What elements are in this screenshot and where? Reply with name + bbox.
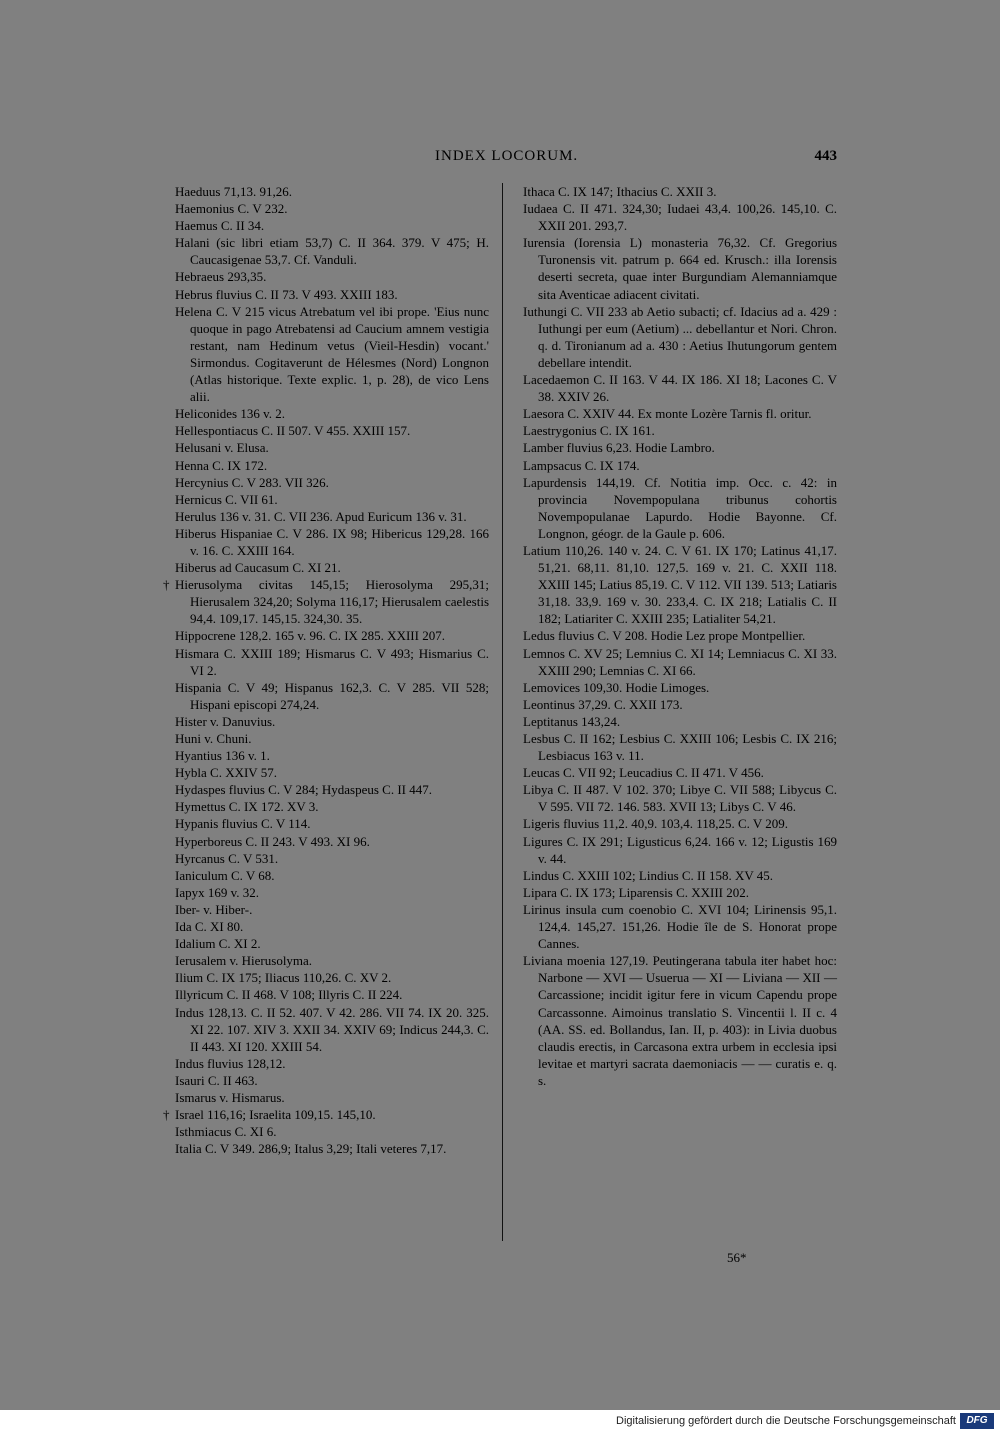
index-entry: Hippocrene 128,2. 165 v. 96. C. IX 285. XXIII 207.	[175, 628, 445, 644]
index-entry: Helena C. V 215 vicus Atrebatum vel ibi prope. 'Eius nunc quoque in pago Atrebatensi ad Caucium amnem vestigia restant, nam Hedinum vetus (Vieil-Hesdin) vocant.' Sirmondus. Cogitaverunt de Hélesmes (Nord) Longnon (Atlas historique. Texte explic. 1, p. 28), de vico Lens alii.	[175, 303, 489, 405]
index-entry: Hispania C. V 49; Hispanus 162,3. C. V 285. VII 528; Hispani episcopi 274,24.	[175, 679, 489, 712]
index-entry: Ianiculum C. V 68.	[175, 867, 275, 883]
index-entry: Iber- v. Hiber-.	[175, 901, 253, 917]
index-entry: Lesbus C. II 162; Lesbius C. XXIII 106; Lesbis C. IX 216; Lesbiacus 163 v. 11.	[523, 731, 837, 764]
index-entry: Indus 128,13. C. II 52. 407. V 42. 286. VII 74. IX 20. 325. XI 22. 107. XIV 3. XXII 34. XXIV 69; Indicus 244,3. C. II 443. XI 120. XXIII 54.	[175, 1004, 489, 1054]
index-entry: Lirinus insula cum coenobio C. XVI 104; Lirinensis 95,1. 124,4. 145,27. 151,26. Hodie île de S. Honorat prope Cannes.	[523, 901, 837, 952]
index-entry: Henna C. IX 172.	[175, 457, 268, 473]
index-entry: Ierusalem v. Hierusolyma.	[175, 953, 313, 969]
index-entry: Laesora C. XXIV 44. Ex monte Lozère Tarnis fl. oritur.	[523, 406, 812, 422]
index-entry: Lamber fluvius 6,23. Hodie Lambro.	[523, 440, 715, 456]
index-entry: Iurensia (Iorensia L) monasteria 76,32. Cf. Gregorius Turonensis vit. patrum p. 664 ed. Krusch.: illa Iorensis deserti secreta, quae inter Burgundiam Alemanniamque sita Aventicae adiacent civitati.	[523, 235, 837, 302]
index-entry: Hybla C. XXIV 57.	[175, 765, 277, 781]
index-entry: Haeduus 71,13. 91,26.	[175, 184, 292, 199]
index-entry: Hyantius 136 v. 1.	[175, 748, 270, 764]
index-entry: Leucas C. VII 92; Leucadius C. II 471. V 456.	[523, 765, 764, 781]
index-entry: Iuthungi C. VII 233 ab Aetio subacti; cf. Idacius ad a. 429 : Iuthungi per eum (Aetium) ... debellantur et Nori. Chron. q. d. Tironianum ad a. 430 : Aetius Ihutungorum gentem debellare intendit.	[523, 303, 837, 370]
index-entry: Hismara C. XXIII 189; Hismarus C. V 493; Hismarius C. VI 2.	[175, 645, 489, 678]
running-title: INDEX LOCORUM.	[435, 148, 579, 164]
index-entry: Lacedaemon C. II 163. V 44. IX 186. XI 18; Lacones C. V 38. XXIV 26.	[523, 372, 837, 405]
index-entry: Libya C. II 487. V 102. 370; Libye C. VII 588; Libycus C. V 595. VII 72. 146. 583. XVII 13; Libys C. V 46.	[523, 782, 837, 815]
index-entry: Lapurdensis 144,19. Cf. Notitia imp. Occ. c. 42: in provincia Novempopulana tribunus cohortis Novempopulanae Lapurdo. Hodie Bayonne. Cf. Longnon, géogr. de la Gaule p. 606.	[523, 474, 837, 541]
index-entry: Haemonius C. V 232.	[175, 201, 288, 217]
index-entry: Hister v. Danuvius.	[175, 713, 276, 729]
index-entry: Illyricum C. II 468. V 108; Illyris C. II 224.	[175, 987, 403, 1003]
index-entry: Liviana moenia 127,19. Peutingerana tabula iter habet hoc: Narbone — XVI — Usuerua — XI — Liviana — XII — Carcassione; incidit igitur fere in vicum Capendu prope Carcassonne. Aimoinus translatio S. Vincentii l. II c. 4 (AA. SS. ed. Bollandus, Ian. II, p. 403): in Livia duobus claudis erectis, in Carcasona extra urbem in ecclesia ipsi levitae et martyri sacrata daemoniacis — — curatis e. q. s.	[523, 953, 837, 1088]
index-entry: Ligeris fluvius 11,2. 40,9. 103,4. 118,25. C. V 209.	[523, 816, 789, 832]
index-entry: Ledus fluvius C. V 208. Hodie Lez prope Montpellier.	[523, 628, 806, 644]
index-entry: Huni v. Chuni.	[175, 731, 252, 746]
page-number: 443	[814, 148, 837, 164]
footer-bar	[0, 1410, 1000, 1434]
index-entry: Lipara C. IX 173; Liparensis C. XXIII 202.	[523, 884, 750, 900]
index-entry: Halani (sic libri etiam 53,7) C. II 364. 379. V 475; H. Caucasigenae 53,7. Cf. Vanduli.	[175, 235, 489, 268]
index-entry: Lemnos C. XV 25; Lemnius C. XI 14; Lemniacus C. XI 33. XXIII 290; Lemnias C. XI 66.	[523, 645, 837, 678]
index-entry: Hydaspes fluvius C. V 284; Hydaspeus C. II 447.	[175, 782, 432, 798]
index-entry: † Israel 116,16; Israelita 109,15. 145,10.	[175, 1106, 489, 1123]
index-entry: Ismarus v. Hismarus.	[175, 1089, 285, 1105]
index-entry: Isauri C. II 463.	[175, 1072, 258, 1088]
index-entry: Italia C. V 349. 286,9; Italus 3,29; Itali veteres 7,17.	[175, 1141, 447, 1157]
index-entry: Indus fluvius 128,12.	[175, 1055, 286, 1071]
index-entry: Hiberus Hispaniae C. V 286. IX 98; Hibericus 129,28. 166 v. 16. C. XXIII 164.	[175, 525, 489, 558]
index-entry: Lemovices 109,30. Hodie Limoges.	[523, 679, 710, 695]
index-entry: Ida C. XI 80.	[175, 919, 244, 935]
index-entry: Hernicus C. VII 61.	[175, 491, 278, 507]
index-entry: Latium 110,26. 140 v. 24. C. V 61. IX 170; Latinus 41,17. 51,21. 68,11. 81,10. 127,5. 169 v. 21. C. XXII 118. XXIII 145; Latius 85,19. C. V 112. VII 139. 513; Latiaris 31,18. 33,9. 169 v. 30. 233,4. C. IX 218; Latialis C. II 182; Latiariter C. XXIII 235; Latialiter 54,21.	[523, 542, 837, 627]
index-entry: Idalium C. XI 2.	[175, 936, 261, 952]
index-entry: Isthmiacus C. XI 6.	[175, 1124, 277, 1140]
index-entry: Hiberus ad Caucasum C. XI 21.	[175, 560, 341, 576]
index-entry: Ithaca C. IX 147; Ithacius C. XXII 3.	[523, 184, 717, 199]
index-entry: † Hierusolyma civitas 145,15; Hierosolyma 295,31; Hierusalem 324,20; Solyma 116,17; Hierusalem caelestis 94,4. 109,17. 145,15. 324,30. 35.	[175, 576, 489, 627]
index-entry: Hellespontiacus C. II 507. V 455. XXIII 157.	[175, 423, 411, 439]
index-entry: Hymettus C. IX 172. XV 3.	[175, 799, 319, 815]
column-divider	[502, 183, 503, 1241]
index-entry: Iapyx 169 v. 32.	[175, 884, 260, 900]
index-entry: Hyperboreus C. II 243. V 493. XI 96.	[175, 833, 370, 849]
index-entry: Leontinus 37,29. C. XXII 173.	[523, 696, 683, 712]
index-entry: Ligures C. IX 291; Ligusticus 6,24. 166 v. 12; Ligustis 169 v. 44.	[523, 833, 837, 866]
index-entry: Hyrcanus C. V 531.	[175, 850, 279, 866]
index-entry: Hypanis fluvius C. V 114.	[175, 816, 311, 832]
index-entry: Hercynius C. V 283. VII 326.	[175, 474, 329, 490]
index-entry: Ilium C. IX 175; Iliacus 110,26. C. XV 2.	[175, 970, 392, 986]
signature-mark: 56*	[727, 1250, 747, 1265]
index-entry: Herulus 136 v. 31. C. VII 236. Apud Euricum 136 v. 31.	[175, 508, 467, 524]
index-column-right	[523, 183, 837, 1089]
index-entry: Laestrygonius C. IX 161.	[523, 423, 655, 439]
index-column-left	[175, 183, 489, 1157]
index-entry: Helusani v. Elusa.	[175, 440, 269, 456]
index-entry: Leptitanus 143,24.	[523, 713, 621, 729]
index-entry: Haemus C. II 34.	[175, 218, 265, 234]
index-entry: Lindus C. XXIII 102; Lindius C. II 158. XV 45.	[523, 867, 774, 883]
index-entry: Iudaea C. II 471. 324,30; Iudaei 43,4. 100,26. 145,10. C. XXII 201. 293,7.	[523, 201, 837, 234]
dfg-logo: DFG	[960, 1413, 994, 1429]
funding-credit: Digitalisierung gefördert durch die Deutsche Forschungsgemeinschaft	[616, 1415, 956, 1427]
index-entry: Hebraeus 293,35.	[175, 269, 267, 285]
index-entry: Heliconides 136 v. 2.	[175, 406, 285, 422]
index-entry: Lampsacus C. IX 174.	[523, 457, 640, 473]
running-header	[165, 148, 837, 170]
index-entry: Hebrus fluvius C. II 73. V 493. XXIII 183.	[175, 286, 398, 302]
